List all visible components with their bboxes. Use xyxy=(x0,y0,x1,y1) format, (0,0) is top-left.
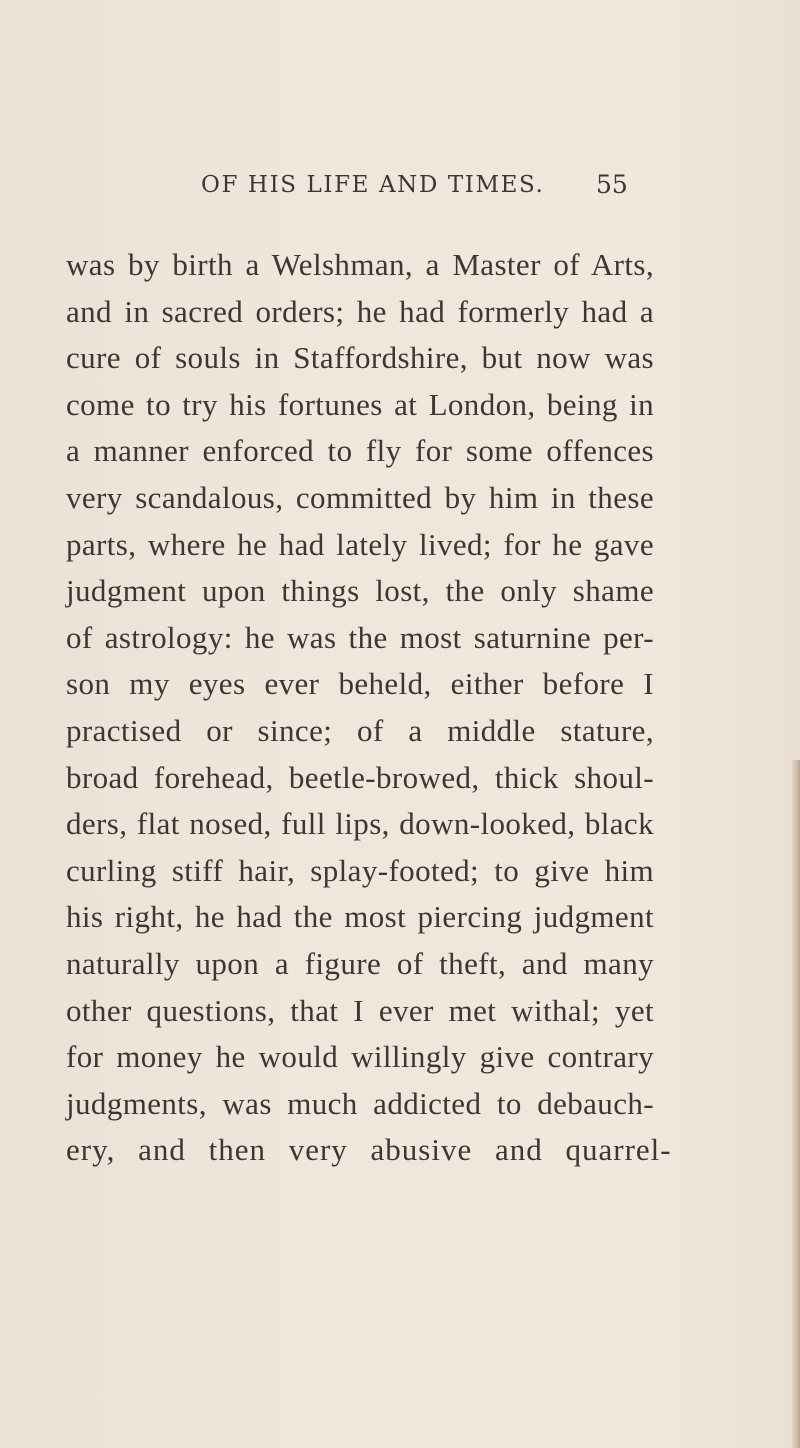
text-line: and in sacred orders; he had formerly had a xyxy=(66,293,654,329)
page-number: 55 xyxy=(596,170,628,199)
text-line: curling stiff hair, splay-footed; to give him xyxy=(66,852,654,888)
text-line: a manner enforced to fly for some offences xyxy=(66,433,654,469)
running-head xyxy=(0,170,800,210)
text-line: come to try his fortunes at London, being in xyxy=(66,386,654,422)
text-line: of astrology: he was the most saturnine per- xyxy=(66,619,654,655)
text-line: son my eyes ever beheld, either before I xyxy=(66,666,654,702)
text-line: his right, he had the most piercing judgment xyxy=(66,899,654,935)
running-head-title: OF HIS LIFE AND TIMES. xyxy=(201,172,545,198)
text-line: naturally upon a figure of theft, and many xyxy=(66,945,654,981)
text-line: was by birth a Welshman, a Master of Arts, xyxy=(66,247,654,282)
text-line: very scandalous, committed by him in these xyxy=(66,479,654,515)
body-text xyxy=(66,244,672,1176)
text-line: cure of souls in Staffordshire, but now was xyxy=(66,340,654,376)
text-line: ders, flat nosed, full lips, down-looked, black xyxy=(66,806,654,842)
text-line: broad forehead, beetle-browed, thick shoul- xyxy=(66,759,654,795)
text-line: practised or since; of a middle stature, xyxy=(66,712,654,748)
text-line: ery, and then very abusive and quarrel- xyxy=(66,1132,672,1168)
page-edge xyxy=(792,760,800,1448)
text-line: other questions, that I ever met withal; yet xyxy=(66,992,654,1028)
text-line: judgment upon things lost, the only shame xyxy=(66,573,654,609)
text-line: for money he would willingly give contrary xyxy=(66,1039,654,1075)
text-line: parts, where he had lately lived; for he gave xyxy=(66,526,654,562)
text-line: judgments, was much addicted to debauch- xyxy=(66,1085,654,1121)
